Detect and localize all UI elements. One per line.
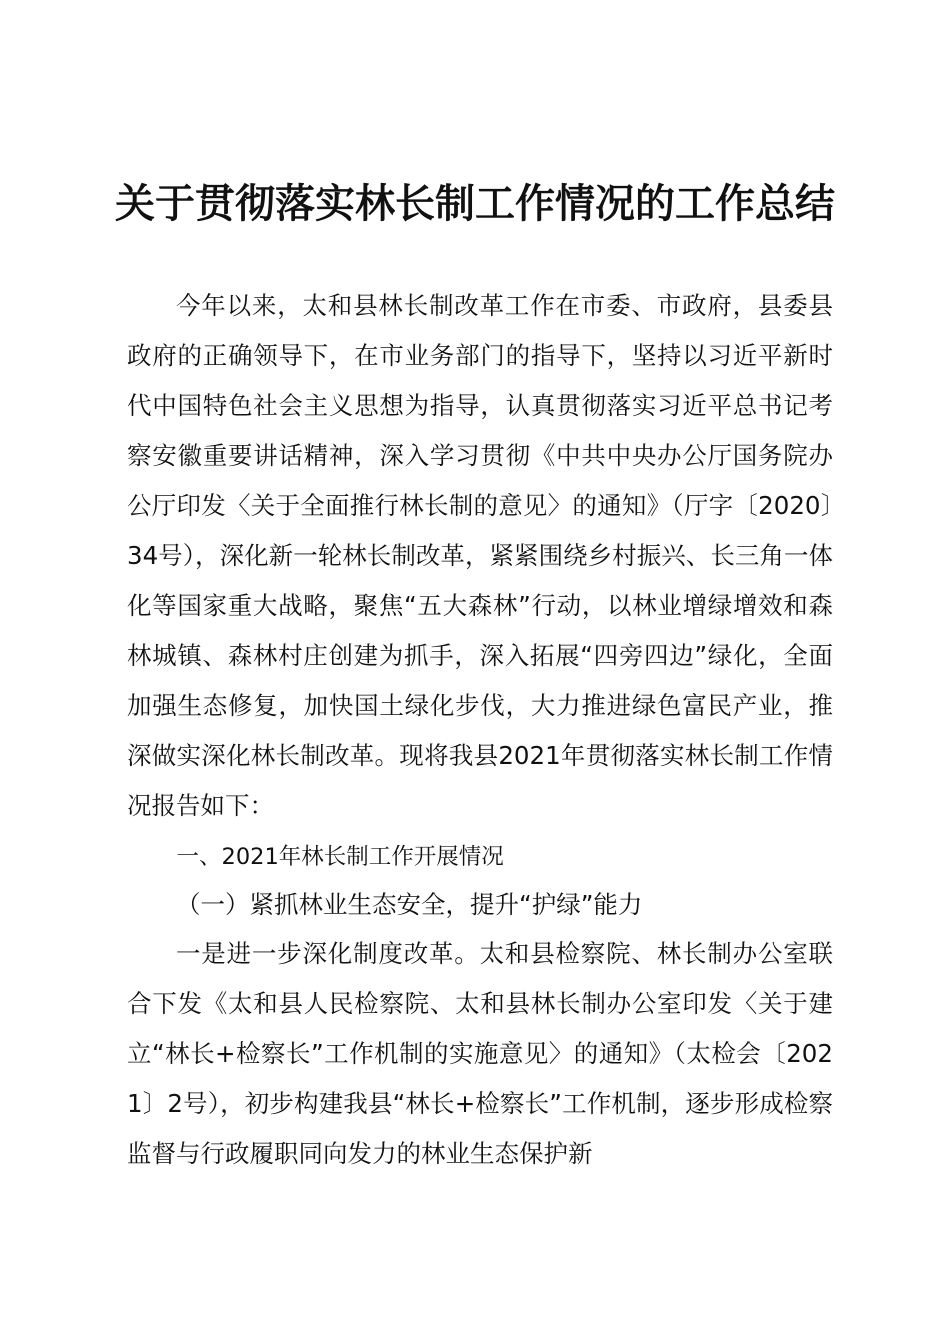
body-paragraph-2: 一是进一步深化制度改革。太和县检察院、林长制办公室联合下发《太和县人民检察院、太和县林长制办公室印发〈关于建立“林长+检察长”工作机制的实施意见〉的通知》（太检会〔2021〕2号），初步构建我县“林长+检察长”工作机制，逐步形成检察监督与行政履职同向发力的林业生态保护新 (127, 939, 833, 1168)
subsection-heading-1: （一）紧抓林业生态安全，提升“护绿”能力 (176, 890, 643, 919)
section-heading-1: 一、2021年林长制工作开展情况 (176, 844, 504, 870)
intro-paragraph: 今年以来，太和县林长制改革工作在市委、市政府，县委县政府的正确领导下，在市业务部门的指导下，坚持以习近平新时代中国特色社会主义思想为指导，认真贯彻落实习近平总书记考察安徽重要讲话精神，深入学习贯彻《中共中央办公厅国务院办公厅印发〈关于全面推行林长制的意见〉的通知》（厅字〔2020〕34号），深化新一轮林长制改革，紧紧围绕乡村振兴、长三角一体化等国家重大战略，聚焦“五大森林”行动，以林业增绿增效和森林城镇、森林村庄创建为抓手，深入拓展“四旁四边”绿化，全面加强生态修复，加快国土绿化步伐，大力推进绿色富民产业，推深做实深化林长制改革。现将我县2021年贯彻落实林长制工作情况报告如下： (127, 291, 833, 820)
document-title: 关于贯彻落实林长制工作情况的工作总结 (115, 181, 835, 227)
